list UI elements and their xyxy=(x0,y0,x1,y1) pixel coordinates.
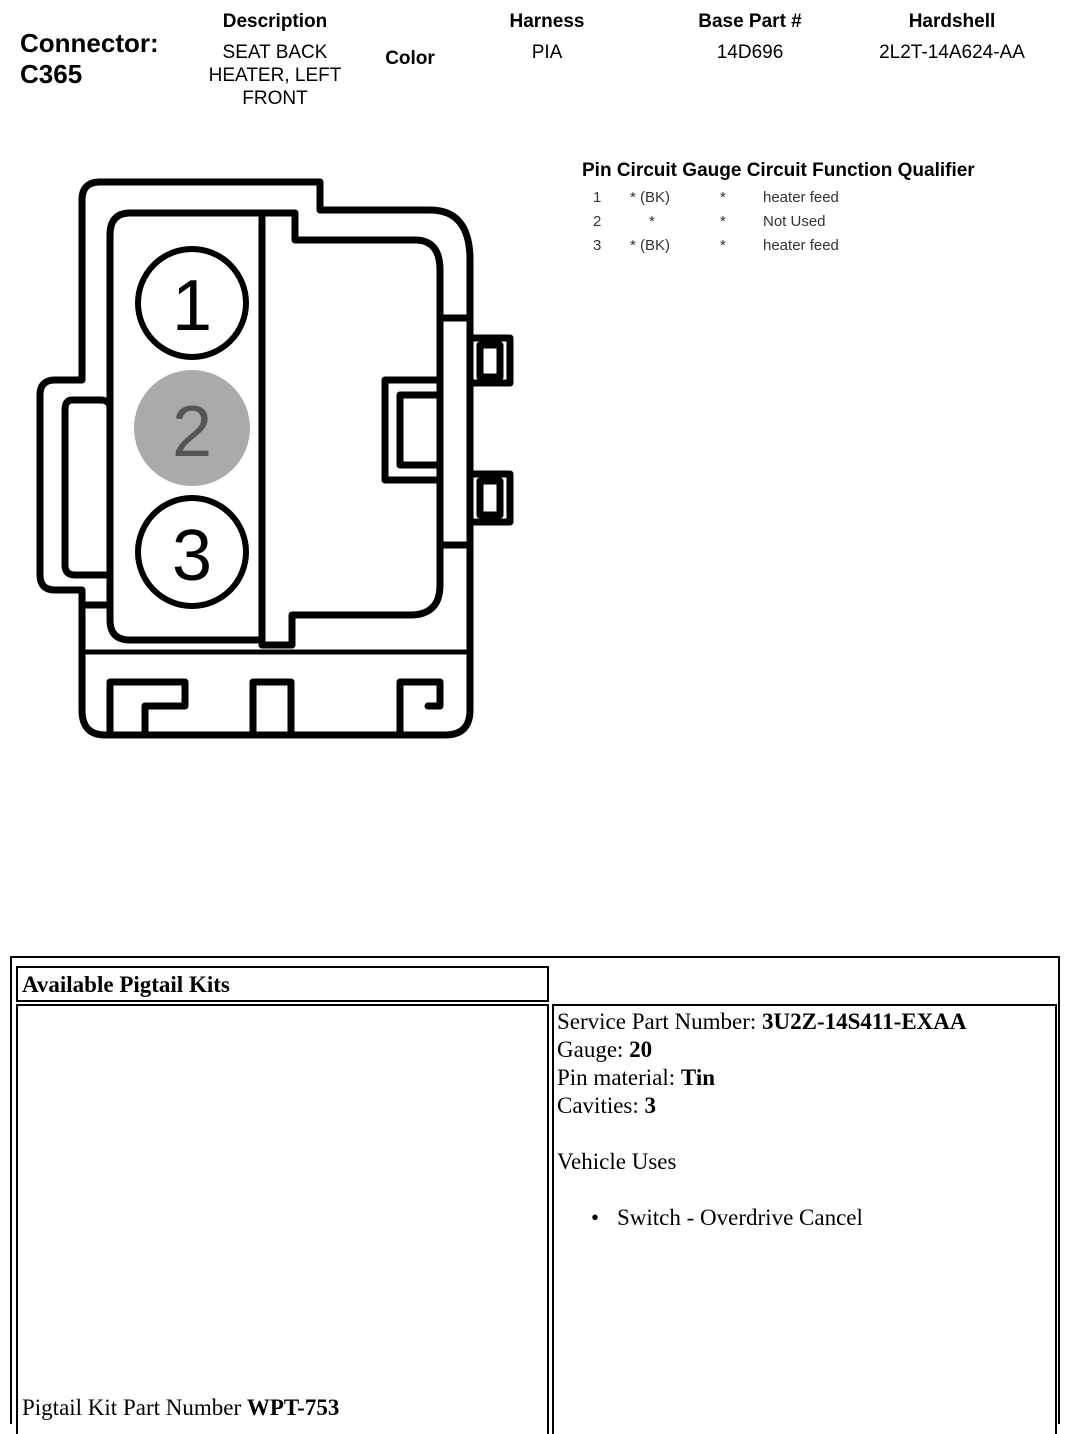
pin-material-value: Tin xyxy=(680,1065,716,1090)
pin-function: Not Used xyxy=(763,213,826,230)
pin-number: 2 xyxy=(593,213,602,230)
pin-function: heater feed xyxy=(763,189,839,206)
cavities-label: Cavities: xyxy=(557,1093,645,1118)
color-label: Color xyxy=(385,48,435,69)
pin-label-1: 1 xyxy=(171,266,213,346)
kit-number-value: WPT-753 xyxy=(246,1395,340,1420)
description-value xyxy=(185,41,365,110)
pin-gauge: * xyxy=(720,237,726,254)
latch-outline xyxy=(385,318,468,545)
pin-circuit: * (BK) xyxy=(630,189,671,206)
pin-circuit: * (BK) xyxy=(630,237,671,254)
cavities-row xyxy=(557,1092,1052,1120)
pin-label-3: 3 xyxy=(171,516,213,596)
vehicle-uses-list xyxy=(591,1204,1052,1232)
pin-material-row xyxy=(557,1064,1052,1092)
harness-label: Harness xyxy=(509,11,585,32)
vehicle-uses-label: Vehicle Uses xyxy=(557,1149,677,1174)
hardshell-label: Hardshell xyxy=(908,11,996,32)
pigtail-section-title: Available Pigtail Kits xyxy=(22,972,230,997)
description-line: SEAT BACK xyxy=(222,42,328,63)
pin-gauge: * xyxy=(720,189,726,206)
gauge-label: Gauge: xyxy=(557,1037,630,1062)
side-tab xyxy=(480,345,500,377)
service-part-value: 3U2Z-14S411-EXAA xyxy=(762,1009,967,1034)
pin-material-label: Pin material: xyxy=(557,1065,681,1090)
hardshell-value: 2L2T-14A624-AA xyxy=(879,42,1025,63)
base-part-value: 14D696 xyxy=(716,42,784,63)
base-part-label: Base Part # xyxy=(698,11,802,32)
service-part-row xyxy=(557,1008,1052,1036)
pigtail-title-box xyxy=(16,966,549,1002)
description-line: FRONT xyxy=(242,88,308,109)
pigtail-details xyxy=(557,1008,1052,1232)
service-part-label: Service Part Number: xyxy=(557,1009,763,1034)
harness-value: PIA xyxy=(531,42,563,63)
pigtail-details-box xyxy=(552,1004,1057,1434)
connector-title xyxy=(20,28,159,90)
pin-table-header: Pin Circuit Gauge Circuit Function Qualifier xyxy=(582,160,975,181)
pin-label-2: 2 xyxy=(171,392,213,472)
connector-body-right xyxy=(262,213,440,645)
bottom-foot xyxy=(253,682,291,735)
pin-number: 3 xyxy=(593,237,602,254)
bottom-foot xyxy=(110,682,185,735)
pigtail-kits-section xyxy=(10,956,1060,1424)
pigtail-kit-part-number xyxy=(22,1394,339,1422)
vehicle-use-item: • Switch - Overdrive Cancel xyxy=(591,1204,1052,1232)
connector-id: C365 xyxy=(20,59,83,89)
side-tab xyxy=(480,481,500,515)
bottom-foot xyxy=(400,682,440,735)
pin-number: 1 xyxy=(593,189,602,206)
connector-face-diagram xyxy=(20,170,520,750)
description-label: Description xyxy=(222,11,328,32)
description-line: HEATER, LEFT xyxy=(208,65,342,86)
cavities-value: 3 xyxy=(644,1093,657,1118)
pin-function: heater feed xyxy=(763,237,839,254)
pin-circuit: * xyxy=(649,213,655,230)
pigtail-kit-image-box xyxy=(16,1004,549,1434)
pin-gauge: * xyxy=(720,213,726,230)
gauge-value: 20 xyxy=(629,1037,653,1062)
kit-number-label: Pigtail Kit Part Number xyxy=(22,1395,247,1420)
connector-label: Connector: xyxy=(20,28,159,58)
gauge-row xyxy=(557,1036,1052,1064)
